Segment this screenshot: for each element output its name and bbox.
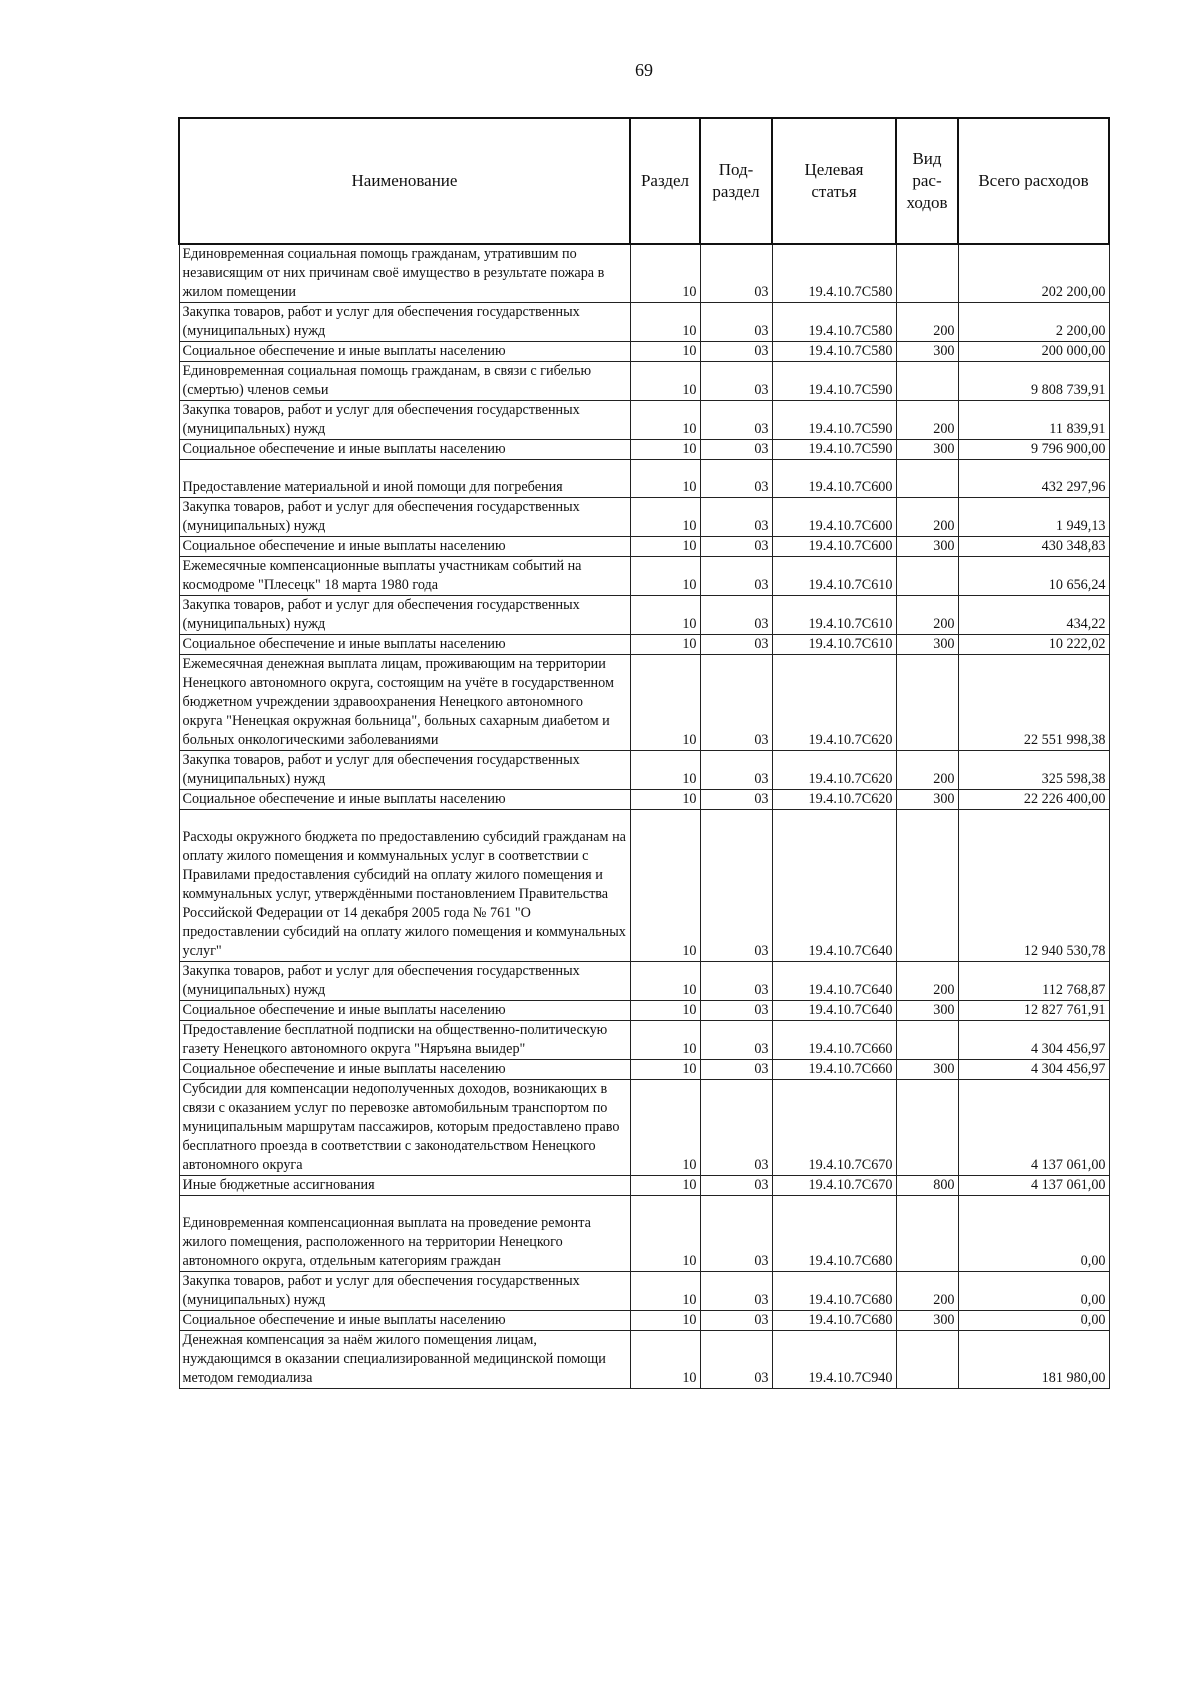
cell-article: 19.4.10.7С620 [772, 790, 896, 810]
table-row [179, 1272, 1109, 1311]
cell-total: 4 304 456,97 [958, 1060, 1109, 1080]
table-row [179, 498, 1109, 537]
cell-kind: 300 [896, 635, 958, 655]
cell-subsection: 03 [700, 1080, 772, 1176]
cell-section: 10 [630, 635, 700, 655]
cell-total: 10 656,24 [958, 557, 1109, 596]
cell-total: 22 226 400,00 [958, 790, 1109, 810]
cell-article: 19.4.10.7С580 [772, 303, 896, 342]
cell-name: Закупка товаров, работ и услуг для обеспечения государственных (муниципальных) нужд [179, 498, 630, 537]
cell-section: 10 [630, 655, 700, 751]
cell-total: 1 949,13 [958, 498, 1109, 537]
cell-subsection: 03 [700, 635, 772, 655]
table-row [179, 362, 1109, 401]
cell-section: 10 [630, 1021, 700, 1060]
table-row [179, 1080, 1109, 1176]
cell-section: 10 [630, 1272, 700, 1311]
cell-name: Закупка товаров, работ и услуг для обеспечения государственных (муниципальных) нужд [179, 401, 630, 440]
cell-section: 10 [630, 401, 700, 440]
cell-kind: 300 [896, 790, 958, 810]
cell-name: Социальное обеспечение и иные выплаты населению [179, 1060, 630, 1080]
cell-article: 19.4.10.7С640 [772, 810, 896, 962]
cell-kind [896, 1196, 958, 1272]
cell-total: 4 137 061,00 [958, 1176, 1109, 1196]
table-body [179, 244, 1109, 1389]
cell-section: 10 [630, 362, 700, 401]
cell-name: Социальное обеспечение и иные выплаты населению [179, 635, 630, 655]
cell-article: 19.4.10.7С590 [772, 440, 896, 460]
cell-total: 10 222,02 [958, 635, 1109, 655]
cell-article: 19.4.10.7С940 [772, 1331, 896, 1389]
cell-total: 22 551 998,38 [958, 655, 1109, 751]
cell-subsection: 03 [700, 498, 772, 537]
cell-kind: 300 [896, 1060, 958, 1080]
cell-kind: 300 [896, 1311, 958, 1331]
cell-total: 4 137 061,00 [958, 1080, 1109, 1176]
table-row [179, 537, 1109, 557]
table-row [179, 655, 1109, 751]
cell-section: 10 [630, 751, 700, 790]
cell-subsection: 03 [700, 557, 772, 596]
cell-subsection: 03 [700, 810, 772, 962]
cell-total: 9 808 739,91 [958, 362, 1109, 401]
cell-kind [896, 557, 958, 596]
cell-section: 10 [630, 1176, 700, 1196]
cell-kind [896, 244, 958, 303]
cell-total: 4 304 456,97 [958, 1021, 1109, 1060]
cell-section: 10 [630, 460, 700, 498]
cell-subsection: 03 [700, 1176, 772, 1196]
cell-subsection: 03 [700, 1196, 772, 1272]
cell-article: 19.4.10.7С670 [772, 1176, 896, 1196]
cell-name: Социальное обеспечение и иные выплаты населению [179, 1001, 630, 1021]
cell-section: 10 [630, 596, 700, 635]
table-row [179, 596, 1109, 635]
cell-article: 19.4.10.7С600 [772, 498, 896, 537]
cell-kind: 200 [896, 1272, 958, 1311]
cell-article: 19.4.10.7С590 [772, 401, 896, 440]
cell-article: 19.4.10.7С580 [772, 342, 896, 362]
cell-total: 325 598,38 [958, 751, 1109, 790]
cell-subsection: 03 [700, 1060, 772, 1080]
cell-article: 19.4.10.7С600 [772, 537, 896, 557]
header-row [179, 118, 1109, 244]
cell-name: Закупка товаров, работ и услуг для обеспечения государственных (муниципальных) нужд [179, 962, 630, 1001]
cell-name: Социальное обеспечение и иные выплаты населению [179, 342, 630, 362]
cell-subsection: 03 [700, 1021, 772, 1060]
cell-section: 10 [630, 498, 700, 537]
budget-table [178, 117, 1110, 1389]
cell-total: 432 297,96 [958, 460, 1109, 498]
cell-subsection: 03 [700, 751, 772, 790]
cell-total: 112 768,87 [958, 962, 1109, 1001]
table-row [179, 1176, 1109, 1196]
cell-total: 181 980,00 [958, 1331, 1109, 1389]
table-row [179, 460, 1109, 498]
cell-article: 19.4.10.7С600 [772, 460, 896, 498]
table-row [179, 303, 1109, 342]
cell-article: 19.4.10.7С680 [772, 1272, 896, 1311]
cell-kind [896, 460, 958, 498]
cell-total: 0,00 [958, 1272, 1109, 1311]
cell-name: Предоставление материальной и иной помощи для погребения [179, 460, 630, 498]
header-article: Целевая статья [772, 118, 896, 244]
cell-section: 10 [630, 1196, 700, 1272]
cell-total: 430 348,83 [958, 537, 1109, 557]
cell-article: 19.4.10.7С680 [772, 1196, 896, 1272]
cell-kind: 200 [896, 596, 958, 635]
cell-section: 10 [630, 810, 700, 962]
cell-name: Иные бюджетные ассигнования [179, 1176, 630, 1196]
cell-kind: 300 [896, 537, 958, 557]
table-row [179, 1311, 1109, 1331]
table-row [179, 751, 1109, 790]
table-row [179, 244, 1109, 303]
cell-article: 19.4.10.7С670 [772, 1080, 896, 1176]
cell-section: 10 [630, 440, 700, 460]
cell-section: 10 [630, 790, 700, 810]
cell-total: 12 940 530,78 [958, 810, 1109, 962]
table-row [179, 790, 1109, 810]
cell-section: 10 [630, 1060, 700, 1080]
cell-subsection: 03 [700, 401, 772, 440]
table-row [179, 342, 1109, 362]
cell-total: 12 827 761,91 [958, 1001, 1109, 1021]
cell-kind: 300 [896, 342, 958, 362]
cell-subsection: 03 [700, 537, 772, 557]
cell-kind: 800 [896, 1176, 958, 1196]
cell-article: 19.4.10.7С660 [772, 1060, 896, 1080]
header-kind: Вид рас- ходов [896, 118, 958, 244]
cell-name: Социальное обеспечение и иные выплаты населению [179, 537, 630, 557]
cell-section: 10 [630, 557, 700, 596]
header-total: Всего расходов [958, 118, 1109, 244]
cell-kind: 200 [896, 303, 958, 342]
cell-subsection: 03 [700, 342, 772, 362]
cell-total: 2 200,00 [958, 303, 1109, 342]
cell-article: 19.4.10.7С620 [772, 751, 896, 790]
cell-total: 0,00 [958, 1196, 1109, 1272]
cell-kind [896, 1331, 958, 1389]
table-row [179, 1060, 1109, 1080]
table-row [179, 401, 1109, 440]
cell-subsection: 03 [700, 460, 772, 498]
table-row [179, 440, 1109, 460]
cell-subsection: 03 [700, 362, 772, 401]
cell-name: Закупка товаров, работ и услуг для обеспечения государственных (муниципальных) нужд [179, 1272, 630, 1311]
table-row [179, 1021, 1109, 1060]
cell-total: 11 839,91 [958, 401, 1109, 440]
cell-kind: 300 [896, 1001, 958, 1021]
table-row [179, 810, 1109, 962]
cell-subsection: 03 [700, 440, 772, 460]
cell-total: 0,00 [958, 1311, 1109, 1331]
cell-name: Субсидии для компенсации недополученных доходов, возникающих в связи с оказанием услуг по перевозке автомобильным транспортом по муниципальным маршрутам пассажиров, которым предоставлено право бесплатного проезда в соответствии с законодательством Ненецкого автономного округа [179, 1080, 630, 1176]
cell-section: 10 [630, 303, 700, 342]
cell-article: 19.4.10.7С580 [772, 244, 896, 303]
cell-kind: 300 [896, 440, 958, 460]
cell-total: 9 796 900,00 [958, 440, 1109, 460]
cell-total: 434,22 [958, 596, 1109, 635]
cell-subsection: 03 [700, 1001, 772, 1021]
cell-article: 19.4.10.7С610 [772, 596, 896, 635]
table-row [179, 962, 1109, 1001]
cell-kind: 200 [896, 751, 958, 790]
cell-kind [896, 655, 958, 751]
cell-subsection: 03 [700, 962, 772, 1001]
cell-kind [896, 810, 958, 962]
cell-article: 19.4.10.7С620 [772, 655, 896, 751]
cell-name: Закупка товаров, работ и услуг для обеспечения государственных (муниципальных) нужд [179, 751, 630, 790]
page-number: 69 [635, 60, 653, 80]
cell-article: 19.4.10.7С640 [772, 962, 896, 1001]
cell-article: 19.4.10.7С680 [772, 1311, 896, 1331]
cell-article: 19.4.10.7С660 [772, 1021, 896, 1060]
table-row [179, 557, 1109, 596]
cell-section: 10 [630, 1331, 700, 1389]
table-row [179, 1001, 1109, 1021]
cell-name: Расходы окружного бюджета по предоставлению субсидий гражданам на оплату жилого помещения и коммунальных услуг в соответствии с Правилами предоставления субсидий на оплату жилого помещения и коммунальных услуг, утверждёнными постановлением Правительства Российской Федерации от 14 декабря 2005 года № 761 "О предоставлении субсидий на оплату жилого помещения и коммунальных услуг" [179, 810, 630, 962]
cell-section: 10 [630, 342, 700, 362]
cell-section: 10 [630, 1001, 700, 1021]
cell-article: 19.4.10.7С610 [772, 635, 896, 655]
cell-kind [896, 362, 958, 401]
cell-subsection: 03 [700, 1311, 772, 1331]
table-row [179, 1196, 1109, 1272]
cell-name: Социальное обеспечение и иные выплаты населению [179, 1311, 630, 1331]
header-section: Раздел [630, 118, 700, 244]
cell-subsection: 03 [700, 1272, 772, 1311]
cell-section: 10 [630, 537, 700, 557]
cell-name: Единовременная социальная помощь гражданам, в связи с гибелью (смертью) членов семьи [179, 362, 630, 401]
cell-name: Денежная компенсация за наём жилого помещения лицам, нуждающимся в оказании специализированной медицинской помощи методом гемодиализа [179, 1331, 630, 1389]
cell-subsection: 03 [700, 596, 772, 635]
cell-name: Единовременная социальная помощь гражданам, утратившим по независящим от них причинам своё имущество в результате пожара в жилом помещении [179, 244, 630, 303]
cell-name: Единовременная компенсационная выплата на проведение ремонта жилого помещения, расположенного на территории Ненецкого автономного округа, отдельным категориям граждан [179, 1196, 630, 1272]
cell-name: Предоставление бесплатной подписки на общественно-политическую газету Ненецкого автономного округа "Няръяна выидер" [179, 1021, 630, 1060]
cell-name: Закупка товаров, работ и услуг для обеспечения государственных (муниципальных) нужд [179, 303, 630, 342]
table-row [179, 1331, 1109, 1389]
cell-section: 10 [630, 1080, 700, 1176]
cell-subsection: 03 [700, 790, 772, 810]
cell-subsection: 03 [700, 303, 772, 342]
cell-kind: 200 [896, 498, 958, 537]
cell-total: 200 000,00 [958, 342, 1109, 362]
table-row [179, 635, 1109, 655]
cell-subsection: 03 [700, 1331, 772, 1389]
cell-name: Социальное обеспечение и иные выплаты населению [179, 440, 630, 460]
cell-kind [896, 1021, 958, 1060]
cell-subsection: 03 [700, 655, 772, 751]
cell-section: 10 [630, 244, 700, 303]
cell-article: 19.4.10.7С610 [772, 557, 896, 596]
cell-total: 202 200,00 [958, 244, 1109, 303]
cell-name: Социальное обеспечение и иные выплаты населению [179, 790, 630, 810]
cell-subsection: 03 [700, 244, 772, 303]
cell-kind [896, 1080, 958, 1176]
cell-name: Ежемесячная денежная выплата лицам, проживающим на территории Ненецкого автономного округа, состоящим на учёте в государственном бюджетном учреждении здравоохранения Ненецкого автономного округа "Ненецкая окружная больница", больных сахарным диабетом и больных онкологическими заболеваниями [179, 655, 630, 751]
header-subsection: Под- раздел [700, 118, 772, 244]
cell-kind: 200 [896, 962, 958, 1001]
cell-name: Ежемесячные компенсационные выплаты участникам событий на космодроме "Плесецк" 18 марта 1980 года [179, 557, 630, 596]
cell-article: 19.4.10.7С640 [772, 1001, 896, 1021]
cell-kind: 200 [896, 401, 958, 440]
cell-name: Закупка товаров, работ и услуг для обеспечения государственных (муниципальных) нужд [179, 596, 630, 635]
cell-section: 10 [630, 1311, 700, 1331]
cell-article: 19.4.10.7С590 [772, 362, 896, 401]
header-name: Наименование [179, 118, 630, 244]
cell-section: 10 [630, 962, 700, 1001]
